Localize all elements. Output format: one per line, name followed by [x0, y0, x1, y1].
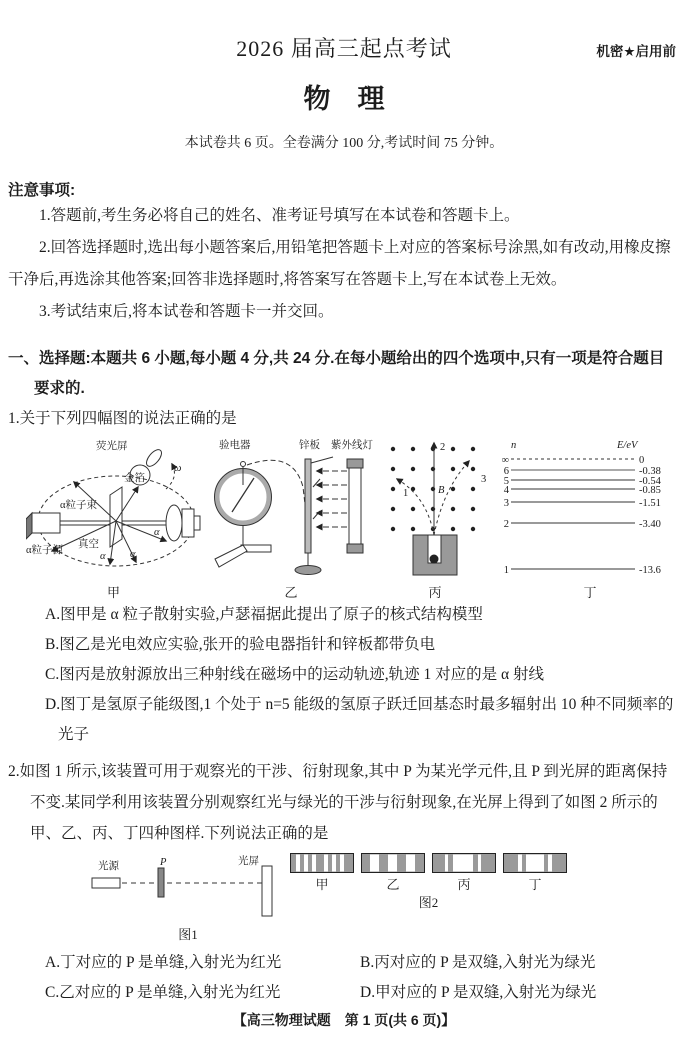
q2-option-b: B.丙对应的 P 是双缝,入射光为绿光 — [360, 954, 596, 971]
figure-caption: 丙 — [428, 585, 442, 600]
q2-figure-row — [0, 853, 688, 942]
energy-level-row — [504, 485, 661, 496]
label-alpha-source: α粒子源 — [26, 545, 64, 556]
svg-text:-0.85: -0.85 — [639, 485, 661, 496]
svg-text:-0.38: -0.38 — [639, 466, 661, 477]
svg-text:-1.51: -1.51 — [639, 498, 661, 509]
label-alpha: α — [130, 549, 136, 560]
light-screen-icon — [262, 866, 272, 916]
exam-title: 2026 届高三起点考试 — [236, 36, 452, 61]
fringe-pattern-bing — [432, 853, 496, 892]
optical-setup-diagram — [88, 853, 288, 923]
label-uv-lamp: 紫外线灯 — [331, 440, 373, 451]
pattern-caption: 丙 — [457, 877, 471, 892]
figure-caption: 图2 — [418, 895, 439, 910]
fringe-pattern-jia — [290, 853, 354, 892]
q1-options — [0, 600, 688, 750]
svg-text:∞: ∞ — [501, 455, 509, 466]
alpha-scattering-diagram — [26, 437, 201, 581]
label-light-source: 光源 — [98, 861, 119, 872]
notice-item-3: 3.考试结束后,将本试卷和答题卡一并交回。 — [39, 303, 334, 320]
q1-option-c: C.图丙是放射源放出三种射线在磁场中的运动轨迹,轨迹 1 对应的是 α 射线 — [45, 666, 544, 683]
subject-title: 物 理 — [303, 84, 385, 114]
figure-caption: 甲 — [106, 585, 120, 600]
fringe-pattern-row — [290, 853, 567, 892]
label-track-3: 3 — [481, 474, 487, 485]
section-heading: 一、选择题:本题共 6 小题,每小题 4 分,共 24 分.在每小题给出的四个选项中,只有一项是符合题目要求的. — [8, 350, 665, 397]
svg-text:4: 4 — [503, 485, 509, 496]
exam-paper-page — [0, 32, 688, 1043]
figure-caption: 丁 — [583, 585, 597, 600]
q2-option-d: D.甲对应的 P 是双缝,入射光为绿光 — [360, 984, 597, 1001]
figure-caption: 乙 — [284, 585, 298, 600]
label-gold-foil: 金箔 — [124, 473, 145, 484]
figure-photoelectric — [207, 437, 375, 600]
energy-level-row — [504, 476, 662, 487]
security-label: 机密★启用前 — [596, 44, 676, 59]
col-header-n: n — [511, 440, 517, 451]
svg-text:-0.54: -0.54 — [639, 476, 661, 487]
q1-option-b: B.图乙是光电效应实验,张开的验电器指针和锌板都带负电 — [45, 636, 436, 653]
zinc-plate-icon — [295, 457, 333, 575]
label-light-screen: 光屏 — [238, 856, 259, 867]
svg-text:3: 3 — [503, 498, 509, 509]
uv-ray-arrows — [317, 471, 347, 527]
radiation-tracks-diagram — [381, 437, 489, 581]
fringe-pattern-ding-graphic — [503, 853, 567, 873]
svg-text:6: 6 — [503, 466, 509, 477]
label-track-1: 1 — [403, 488, 409, 499]
electroscope-icon — [215, 462, 272, 568]
page-footer: 【高三物理试题 第 1 页(共 6 页)】 — [232, 1012, 456, 1028]
svg-text:-3.40: -3.40 — [639, 519, 661, 530]
pattern-caption: 丁 — [528, 877, 542, 892]
q1-option-a: A.图甲是 α 粒子散射实验,卢瑟福据此提出了原子的核式结构模型 — [45, 606, 483, 623]
energy-level-row — [502, 455, 645, 466]
energy-level-row — [504, 519, 661, 530]
svg-text:-13.6: -13.6 — [639, 565, 661, 576]
q2-option-a: A.丁对应的 P 是单缝,入射光为红光 — [45, 954, 282, 971]
track-3-curve — [434, 461, 469, 535]
q2-option-c: C.乙对应的 P 是单缝,入射光为红光 — [45, 984, 281, 1001]
q1-figure-row — [0, 437, 688, 600]
label-magnetic-field: B — [438, 485, 445, 496]
notice-item-2: 2.回答选择题时,选出每小题答案后,用铅笔把答题卡上对应的答案标号涂黑,如有改动,用橡皮擦干净后,再选涂其他答案;回答非选择题时,将答案写在答题卡上,写在本试卷上无效。 — [8, 239, 671, 288]
label-zinc-plate: 锌板 — [299, 440, 320, 451]
radioactive-source — [430, 555, 439, 564]
q1-stem: 1.关于下列四幅图的说法正确的是 — [8, 410, 237, 427]
notice-item-1: 1.答题前,考生务必将自己的姓名、准考证号填写在本试卷和答题卡上。 — [39, 207, 520, 224]
svg-text:5: 5 — [503, 476, 509, 487]
figure-radiation-tracks — [381, 437, 489, 600]
notice-heading: 注意事项: — [8, 182, 76, 199]
fringe-pattern-yi — [361, 853, 425, 892]
energy-level-row — [504, 565, 661, 576]
figure-energy-levels — [495, 437, 685, 600]
q2-stem: 2.如图 1 所示,该装置可用于观察光的干涉、衍射现象,其中 P 为某光学元件,且 P 到光屏的距离保持不变.某同学利用该装置分别观察红光与绿光的干涉与衍射现象,在光屏上得到了如图 2 所示的甲、乙、丙、丁四种图样.下列说法正确的是 — [8, 763, 668, 842]
figure-fringe-patterns — [290, 853, 567, 910]
q2-options — [45, 950, 680, 1002]
label-vacuum: 真空 — [78, 539, 99, 550]
pattern-caption: 乙 — [386, 877, 400, 892]
energy-level-diagram — [495, 437, 685, 581]
fringe-pattern-jia-graphic — [290, 853, 354, 873]
light-source-icon — [92, 878, 120, 888]
energy-level-row — [504, 466, 661, 477]
label-fluorescent-screen: 荧光屏 — [96, 441, 128, 452]
optical-element-icon — [158, 868, 164, 897]
label-alpha-beam: α粒子束 — [60, 500, 98, 511]
label-track-2: 2 — [440, 442, 446, 453]
fringe-pattern-ding — [503, 853, 567, 892]
figure-optical-setup — [88, 853, 288, 942]
detector-assembly — [166, 505, 200, 541]
fringe-pattern-bing-graphic — [432, 853, 496, 873]
svg-text:0: 0 — [639, 455, 645, 466]
figure-alpha-scattering — [26, 437, 201, 600]
exam-info: 本试卷共 6 页。全卷满分 100 分,考试时间 75 分钟。 — [184, 136, 504, 151]
uv-lamp-icon — [347, 459, 363, 553]
svg-text:1: 1 — [503, 565, 509, 576]
photoelectric-diagram — [207, 437, 375, 581]
label-alpha: α — [100, 551, 106, 562]
q1-option-d: D.图丁是氢原子能级图,1 个处于 n=5 能级的氢原子跃迁回基态时最多辐射出 10 种不同频率的光子 — [45, 696, 674, 743]
lead-container — [413, 535, 457, 575]
figure-caption: 图1 — [178, 927, 198, 942]
svg-text:2: 2 — [503, 519, 509, 530]
label-omega: ω — [174, 463, 182, 474]
energy-level-row — [504, 498, 661, 509]
pattern-caption: 甲 — [315, 877, 329, 892]
fringe-pattern-yi-graphic — [361, 853, 425, 873]
label-element-p: P — [160, 857, 167, 868]
label-electroscope: 验电器 — [219, 440, 251, 451]
notice-list — [0, 200, 688, 328]
scatter-arrows — [52, 482, 166, 564]
label-alpha: α — [154, 527, 160, 538]
rotation-arrow — [166, 464, 174, 489]
col-header-e: E/eV — [617, 440, 638, 451]
alpha-source-box — [26, 513, 60, 539]
